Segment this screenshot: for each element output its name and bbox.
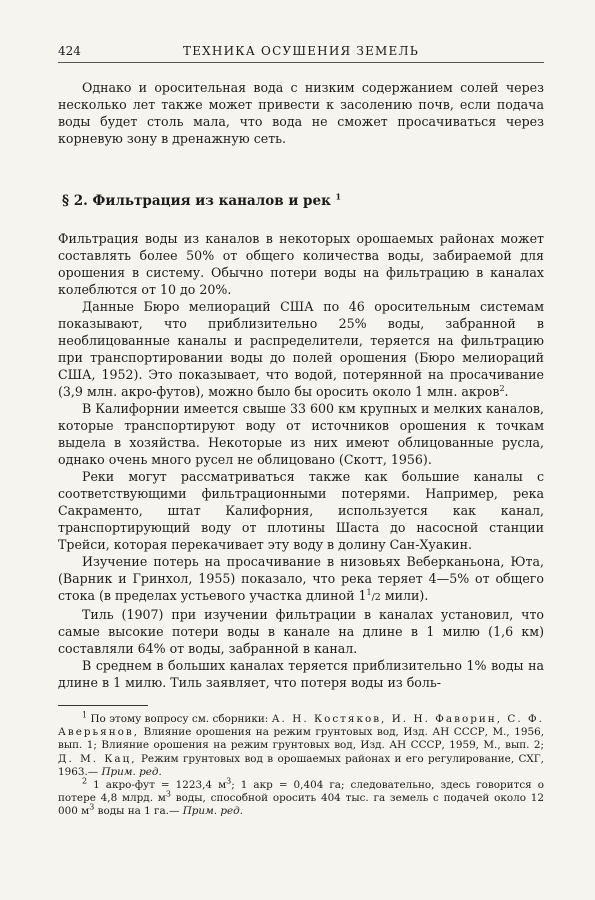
editor-note: Прим. ред. (101, 765, 162, 778)
paragraph-text: Данные Бюро мелиораций США по 46 оросительным системам показывают, что приблизительно 25% воды, забранной в необлицованные каналы и распределители, теряется на фильтрацию при транспортировании воды до полей орошения (Бюро мелиораций США, 1952). Это показывает, что водой, потерянной на просачивание (3,9 млн. акро-футов), можно было бы оросить около 1 млн. акров (58, 299, 544, 399)
footnote-text: Влияние орошения на режим грунтовых вод, Изд. АН СССР, М., 1956, вып. 1; Влияние орошения на режим грунтовых вод, Изд. АН СССР, 1959, М., вып. 2; (58, 726, 544, 752)
body-paragraph (58, 298, 544, 400)
paragraph-text: Реки могут рассматриваться также как большие каналы с соответствующими фильтрационными потерями. Например, река Сакраменто, штат Калифорния, используется как канал, транспортирующий воду от плотины Шаста до насосной станции Трейси, которая перекачивает эту воду в долину Сан-Хуакин. (58, 469, 544, 552)
paragraph-text: Тиль (1907) при изучении фильтрации в каналах установил, что самые высокие потери воды в канале на длине в 1 милю (1,6 км) составляли 64% от воды, забранной в канал. (58, 607, 544, 656)
footnote-text: По этому вопросу см. сборники: (90, 713, 269, 725)
body-paragraph (58, 468, 544, 553)
body-paragraph (58, 553, 544, 606)
section-title: § 2. Фильтрация из каналов и рек (62, 193, 331, 209)
superscript: 3 (165, 789, 171, 799)
document-page (58, 44, 544, 819)
footnote-divider (58, 705, 148, 706)
intro-paragraph: Однако и оросительная вода с низким содержанием солей через несколько лет также может привести к засолению почв, если подача воды будет столь мала, что вода не сможет просачиваться через корневую зону в дренажную сеть. (58, 80, 544, 146)
fraction-denominator: /2 (371, 592, 381, 603)
footnote-text: ; 1 акр = 0,404 га; следовательно, здесь говорится о потере 4,8 млрд. м (58, 779, 544, 805)
footnote-2 (58, 776, 544, 819)
running-title: ТЕХНИКА ОСУШЕНИЯ ЗЕМЕЛЬ (183, 44, 419, 58)
paragraph-text: . (504, 384, 509, 399)
fraction-numerator: 1 (366, 587, 372, 597)
superscript: 3 (226, 776, 232, 786)
footnote-authors: А. Н. Костяков, И. Н. Фаворин, С. Ф. Аверьянов, (58, 713, 544, 739)
footnote-ref: 1 (335, 191, 342, 202)
editor-note: Прим. ред. (182, 805, 244, 818)
body-paragraph (58, 606, 544, 657)
body-paragraph (58, 230, 544, 298)
page-number: 424 (58, 44, 81, 58)
footnote-ref: 2 (499, 383, 505, 393)
footnote-1 (58, 710, 544, 779)
body-paragraph (58, 400, 544, 468)
footnote-text: воды, способной оросить 404 тыс. га земель с подачей около 12 000 м (58, 792, 544, 818)
paragraph-text: Изучение потерь на просачивание в низовьях Веберканьона, Юта, (Варник и Гринхол, 1955) показало, что река теряет 4—5% от общего стока (в пределах устьевого участка длиной 1 (58, 554, 544, 603)
page-header (58, 44, 544, 63)
footnote-text: 1 акро-фут = 1223,4 м (93, 779, 227, 792)
paragraph-text: В среднем в больших каналах теряется приблизительно 1% воды на длине в 1 милю. Тиль заявляет, что потеря воды из боль- (58, 658, 544, 690)
footnote-mark: 1 (82, 710, 88, 720)
paragraph-text: мили). (380, 588, 429, 603)
section-heading (62, 192, 544, 210)
footnote-text: воды на 1 га.— (94, 805, 180, 818)
footnote-text: Режим грунтовых вод в орошаемых районах и его регулирование, СХГ, 1963.— (58, 752, 544, 778)
body-paragraph (58, 657, 544, 691)
superscript: 3 (89, 802, 95, 812)
paragraph-text: В Калифорнии имеется свыше 33 600 км крупных и мелких каналов, которые транспортируют воду от источников орошения к точкам выдела в хозяйства. Некоторые из них имеют облицованные русла, однако очень много русел не облицовано (Скотт, 1956). (58, 401, 544, 467)
footnote-mark: 2 (82, 776, 88, 786)
paragraph-text: Фильтрация воды из каналов в некоторых орошаемых районах может составлять более 50% от общего количества воды, забираемой для орошения в систему. Обычно потери воды на фильтрацию в каналах колеблются от 10 до 20%. (58, 231, 544, 297)
footnote-authors: Д. М. Кац, (58, 752, 137, 765)
